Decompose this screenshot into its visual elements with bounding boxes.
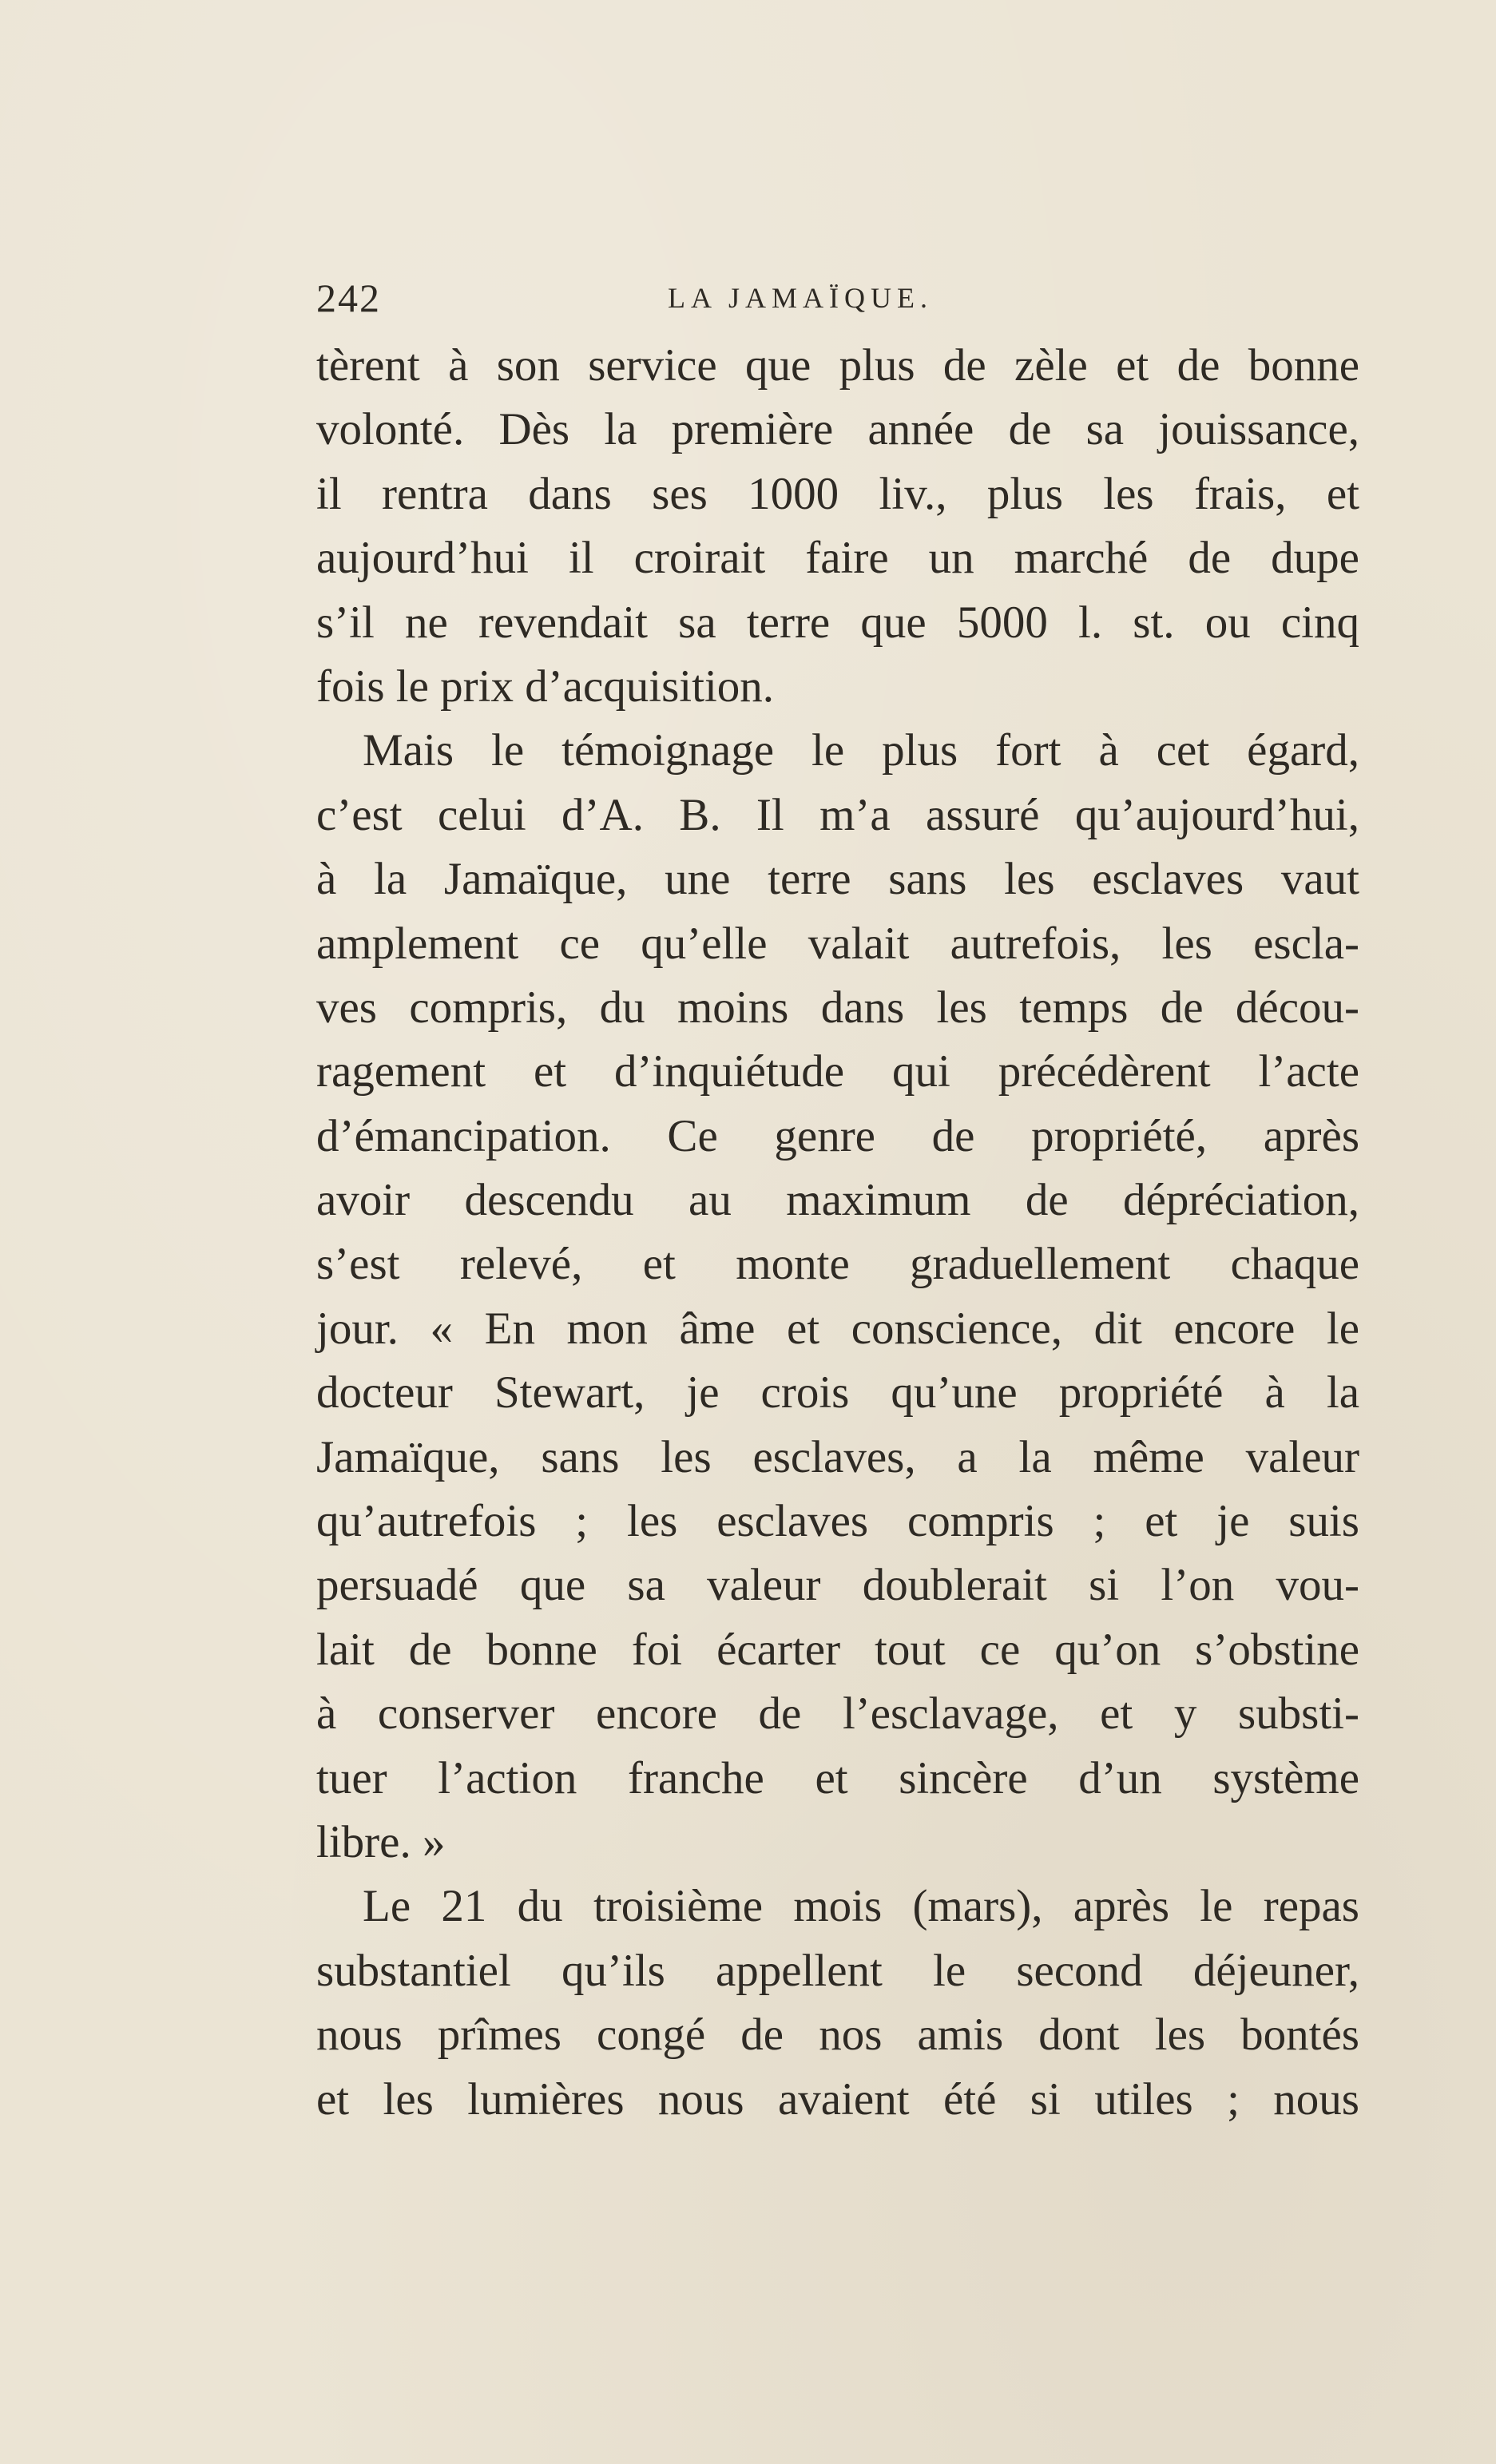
text-line: il rentra dans ses 1000 liv., plus les frais, et [316, 468, 1359, 519]
text-line: et les lumières nous avaient été si utiles ; nous [316, 2073, 1359, 2125]
page-number: 242 [316, 276, 381, 320]
text-line: amplement ce qu’elle valait autrefois, les escla- [316, 918, 1359, 969]
text-line: persuadé que sa valeur doublerait si l’on vou- [316, 1560, 1359, 1611]
text-line: aujourd’hui il croirait faire un marché de dupe [316, 533, 1359, 584]
text-line: fois le prix d’acquisition. [316, 661, 775, 712]
text-line: Jamaïque, sans les esclaves, a la même valeur [316, 1431, 1359, 1482]
text-line: ragement et d’inquiétude qui précédèrent l’acte [316, 1046, 1359, 1097]
book-page [316, 275, 1359, 2132]
text-line: tèrent à son service que plus de zèle et de bonne [316, 340, 1359, 391]
running-head [316, 275, 1359, 324]
text-line: à la Jamaïque, une terre sans les esclaves vaut [316, 854, 1359, 905]
body-text [316, 334, 1359, 2132]
text-line: volonté. Dès la première année de sa jouissance, [316, 404, 1359, 455]
text-line: à conserver encore de l’esclavage, et y substi- [316, 1688, 1359, 1740]
text-line: jour. « En mon âme et conscience, dit encore le [316, 1303, 1359, 1354]
text-line: c’est celui d’A. B. Il m’a assuré qu’aujourd’hui, [316, 789, 1359, 840]
text-line: Le 21 du troisième mois (mars), après le repas [363, 1881, 1359, 1932]
text-line: qu’autrefois ; les esclaves compris ; et je suis [316, 1496, 1359, 1547]
text-line: avoir descendu au maximum de dépréciation, [316, 1175, 1359, 1226]
text-line: substantiel qu’ils appellent le second déjeuner, [316, 1945, 1359, 1996]
text-line: nous prîmes congé de nos amis dont les bontés [316, 2010, 1359, 2061]
text-line: libre. » [316, 1816, 446, 1867]
text-line: d’émancipation. Ce genre de propriété, après [316, 1110, 1359, 1161]
text-line: s’est relevé, et monte graduellement chaque [316, 1239, 1359, 1290]
text-line: docteur Stewart, je crois qu’une propriété à la [316, 1367, 1359, 1418]
text-line: Mais le témoignage le plus fort à cet égard, [363, 725, 1359, 776]
text-line: ves compris, du moins dans les temps de décou- [316, 982, 1359, 1033]
text-line: lait de bonne foi écarter tout ce qu’on s’obstine [316, 1624, 1359, 1675]
running-title: LA JAMAÏQUE. [668, 282, 933, 314]
text-line: tuer l’action franche et sincère d’un système [316, 1752, 1359, 1803]
text-line: s’il ne revendait sa terre que 5000 l. st. ou cinq [316, 597, 1359, 648]
